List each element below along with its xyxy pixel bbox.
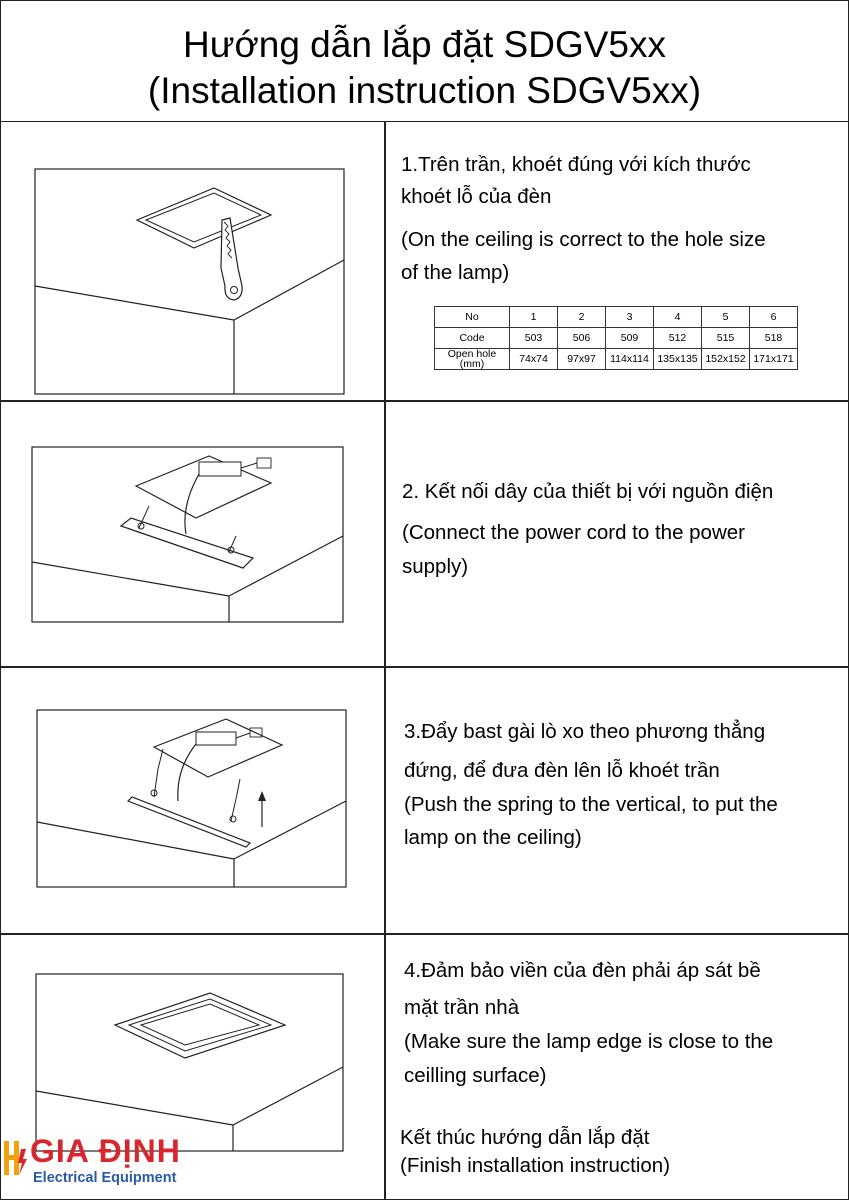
step3-text-line3: (Push the spring to the vertical, to put the <box>404 793 778 816</box>
step4-text-line1: 4.Đảm bảo viền của đèn phải áp sát bề <box>404 959 761 982</box>
table-row-no <box>435 307 798 328</box>
table-cell: 135x135 <box>654 349 702 370</box>
step3-text-line4: lamp on the ceiling) <box>404 826 582 849</box>
table-cell: 3 <box>606 307 654 328</box>
logo-brand-text: GIA ĐỊNH <box>30 1133 181 1169</box>
logo-tagline-text: Electrical Equipment <box>33 1170 177 1186</box>
table-cell: 506 <box>558 328 606 349</box>
step1-text-line4: of the lamp) <box>401 261 510 284</box>
row-divider-1 <box>1 400 849 402</box>
finish-text-english: (Finish installation instruction) <box>400 1154 671 1177</box>
table-cell: No <box>435 307 510 328</box>
step4-text-line4: ceilling surface) <box>404 1064 547 1087</box>
table-cell: 4 <box>654 307 702 328</box>
table-cell: 171x171 <box>750 349 798 370</box>
table-cell: 509 <box>606 328 654 349</box>
step2-text-line3: supply) <box>402 555 469 578</box>
step3-illustration <box>36 709 348 889</box>
table-cell: 114x114 <box>606 349 654 370</box>
table-cell: 2 <box>558 307 606 328</box>
title-vietnamese: Hướng dẫn lắp đặt SDGV5xx <box>182 24 666 65</box>
table-cell: 518 <box>750 328 798 349</box>
table-row-open-hole <box>435 349 798 370</box>
column-divider <box>384 121 386 1200</box>
row-divider-2 <box>1 666 849 668</box>
table-cell: 503 <box>510 328 558 349</box>
title-english: (Installation instruction SDGV5xx) <box>147 70 702 111</box>
step4-text-line3: (Make sure the lamp edge is close to the <box>404 1030 774 1053</box>
step1-illustration <box>34 168 346 396</box>
step1-text-line2: khoét lỗ của đèn <box>401 185 552 208</box>
step4-illustration <box>35 973 345 1153</box>
step1-text-line3: (On the ceiling is correct to the hole size <box>401 228 766 251</box>
step2-text-line1: 2. Kết nối dây của thiết bị với nguồn điện <box>402 480 774 503</box>
company-logo <box>0 1133 200 1193</box>
step1-text-line1: 1.Trên trần, khoét đúng với kích thước <box>401 153 751 176</box>
table-cell: 5 <box>702 307 750 328</box>
table-cell: 1 <box>510 307 558 328</box>
hole-size-table <box>434 306 798 370</box>
finish-text-vietnamese: Kết thúc hướng dẫn lắp đặt <box>400 1126 650 1149</box>
step4-text-line2: mặt trần nhà <box>404 996 520 1019</box>
step2-illustration <box>31 446 345 624</box>
table-cell: 97x97 <box>558 349 606 370</box>
step2-text-line2: (Connect the power cord to the power <box>402 521 745 544</box>
table-cell: 152x152 <box>702 349 750 370</box>
row-divider-3 <box>1 933 849 935</box>
table-cell: Open hole (mm) <box>435 349 510 370</box>
table-cell: Code <box>435 328 510 349</box>
logo-mark-icon <box>2 1137 28 1181</box>
step3-text-line1: 3.Đẩy bast gài lò xo theo phương thẳng <box>404 720 766 743</box>
table-cell: 6 <box>750 307 798 328</box>
step3-text-line2: đứng, để đưa đèn lên lỗ khoét trần <box>404 759 720 782</box>
table-row-code <box>435 328 798 349</box>
document-header <box>0 0 849 122</box>
table-cell: 515 <box>702 328 750 349</box>
table-cell: 74x74 <box>510 349 558 370</box>
table-cell: 512 <box>654 328 702 349</box>
